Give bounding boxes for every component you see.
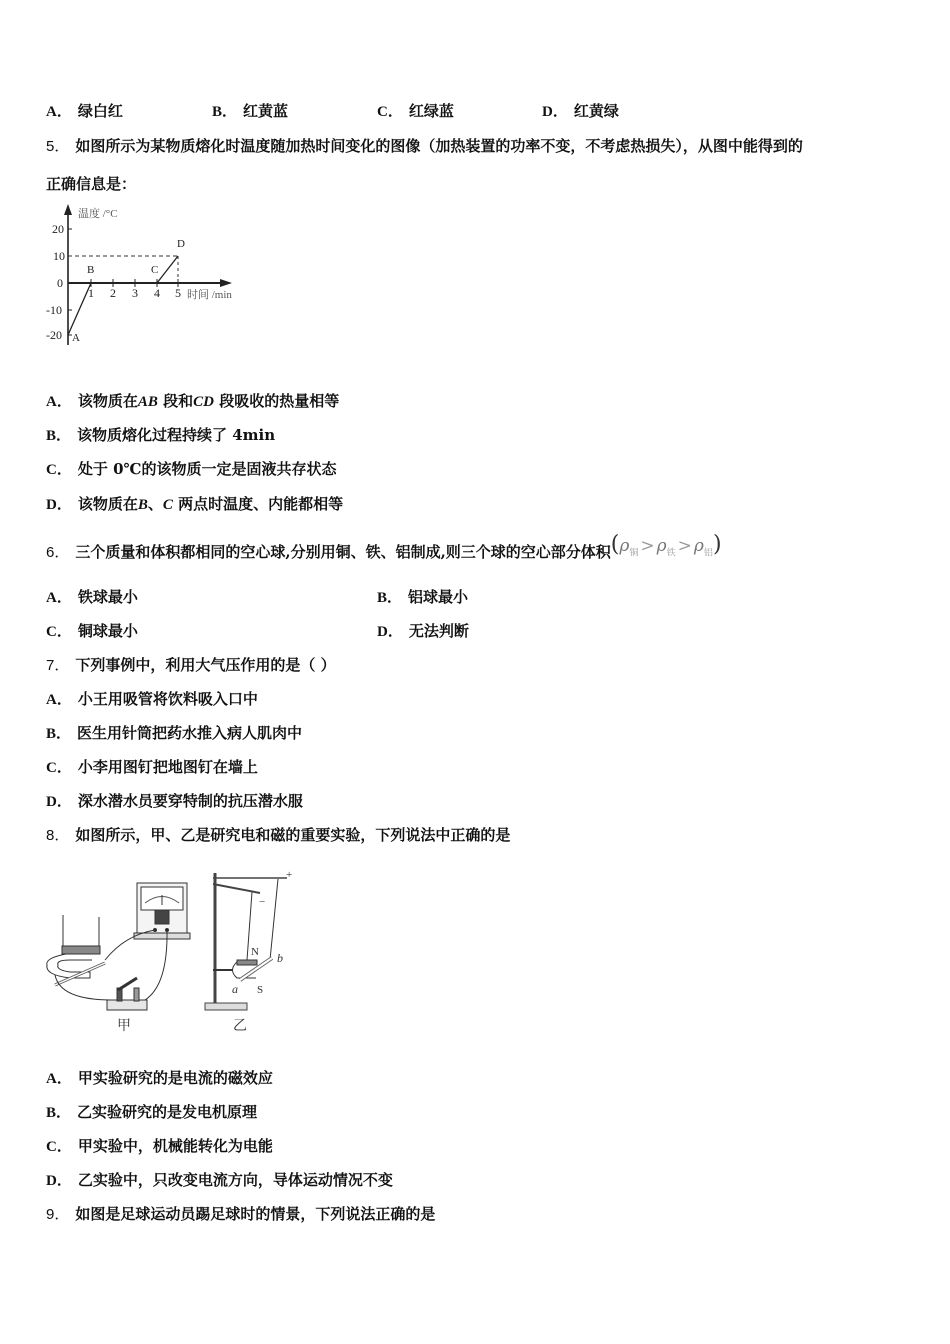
caption-jia: 甲: [117, 1019, 131, 1034]
switch-icon: [107, 978, 147, 1010]
point-c: C: [162, 497, 173, 513]
question-text: 下列事例中，利用大气压作用的是（ ）: [75, 656, 336, 674]
svg-text:A: A: [72, 332, 80, 344]
density-formula: $(\rho_铜 > \rho_铁 > \rho_铝)$: [610, 532, 722, 559]
x-axis-arrow-icon: [220, 279, 232, 287]
u-magnet-icon: [213, 958, 272, 980]
iron-stand-icon: [205, 873, 287, 1010]
option-text: 乙实验中，只改变电流方向，导体运动情况不变: [77, 1171, 393, 1189]
option-text: 铜球最小: [77, 622, 138, 640]
x-axis-label: 时间 /min: [187, 289, 232, 301]
q7-option-d: [46, 791, 303, 812]
svg-text:-10: -10: [46, 303, 62, 317]
option-text: 甲实验中，机械能转化为电能: [77, 1137, 273, 1155]
option-text: 段吸收的热量相等: [219, 392, 340, 410]
svg-text:2: 2: [110, 286, 116, 300]
option-text: 该物质熔化过程持续了 4min: [77, 426, 276, 444]
option-text: 乙实验研究的是发电机原理: [77, 1103, 258, 1121]
q5-option-d: [46, 494, 343, 515]
x-tick-labels: [88, 286, 181, 300]
svg-text:10: 10: [53, 249, 65, 263]
option-label: D．: [542, 104, 568, 120]
q6-stem: [46, 532, 722, 569]
q6-option-b: [377, 587, 468, 608]
option-text: 铝球最小: [408, 588, 469, 606]
q8-option-c: [46, 1136, 273, 1157]
svg-text:C: C: [151, 264, 159, 276]
y-axis-arrow-icon: [64, 204, 72, 215]
electromagnetism-experiments-figure: [40, 862, 320, 1037]
q8-option-d: [46, 1170, 393, 1191]
segment-ab: AB: [137, 394, 158, 410]
option-label: A．: [46, 394, 72, 410]
svg-text:B: B: [87, 264, 95, 276]
question-number: 5．: [46, 138, 70, 155]
option-text: 处于 0℃的该物质一定是固液共存状态: [77, 460, 337, 478]
option-label: C．: [377, 104, 403, 120]
option-label: D．: [46, 1173, 72, 1189]
galvanometer-icon: [134, 883, 190, 939]
option-text: 红绿蓝: [408, 102, 454, 120]
q8-stem: [46, 825, 510, 846]
option-text: 两点时温度、内能都相等: [178, 495, 344, 513]
option-label: B．: [212, 104, 238, 120]
svg-text:3: 3: [132, 286, 138, 300]
south-pole-label: S: [257, 984, 264, 996]
option-text: 医生用针筒把药水推入病人肌肉中: [77, 724, 303, 742]
svg-text:5: 5: [175, 286, 181, 300]
option-label: D．: [46, 794, 72, 810]
svg-text:-20: -20: [46, 328, 62, 342]
option-label: D．: [46, 497, 72, 513]
q9-stem: [46, 1204, 435, 1225]
svg-text:1: 1: [88, 286, 94, 300]
q6-option-a: [46, 587, 138, 608]
q7-stem: [46, 655, 336, 676]
option-text: 该物质在: [77, 392, 138, 410]
q7-option-a: [46, 689, 258, 710]
option-text: 小李用图钉把地图钉在墙上: [77, 758, 258, 776]
segment-cd: CD: [193, 394, 214, 410]
y-axis-label: 温度 /°C: [78, 208, 118, 220]
svg-text:D: D: [177, 238, 185, 250]
q5-option-c: [46, 459, 336, 480]
q5-option-a: [46, 391, 339, 412]
question-text: 如图所示为某物质熔化时温度随加热时间变化的图像（加热装置的功率不变，不考虑热损失），从图中能得到的: [75, 137, 803, 155]
question-text: 如图是足球运动员踢足球时的情景，下列说法正确的是: [75, 1205, 436, 1223]
q4-option-b: [212, 101, 288, 122]
q6-option-d: [377, 621, 469, 642]
north-pole-label: N: [251, 946, 259, 958]
point-a-label: a: [232, 982, 238, 996]
q5-option-b: [46, 425, 275, 446]
temperature-curve: [68, 256, 178, 335]
svg-text:0: 0: [57, 276, 63, 290]
caption-yi: 乙: [233, 1019, 247, 1034]
q4-option-c: [377, 101, 454, 122]
question-number: 8．: [46, 827, 70, 844]
horseshoe-magnet-icon: [47, 915, 105, 985]
option-label: A．: [46, 590, 72, 606]
q5-stem: [46, 136, 803, 157]
option-text: 无法判断: [408, 622, 469, 640]
option-label: B．: [46, 428, 72, 444]
svg-text:4: 4: [154, 286, 160, 300]
option-label: A．: [46, 1071, 72, 1087]
question-number: 9．: [46, 1206, 70, 1223]
option-label: D．: [377, 624, 403, 640]
option-text: 红黄蓝: [243, 102, 289, 120]
plus-label: +: [286, 869, 293, 881]
option-text: 小王用吸管将饮料吸入口中: [77, 690, 258, 708]
option-label: B．: [46, 1105, 72, 1121]
option-label: C．: [46, 1139, 72, 1155]
q8-option-a: [46, 1068, 273, 1089]
question-text: 如图所示，甲、乙是研究电和磁的重要实验，下列说法中正确的是: [75, 826, 511, 844]
question-text: 正确信息是：: [46, 175, 137, 193]
q7-option-b: [46, 723, 302, 744]
question-number: 6．: [46, 544, 70, 561]
option-label: A．: [46, 104, 72, 120]
q4-option-d: [542, 101, 619, 122]
point-b: B: [137, 497, 148, 513]
option-text: 深水潜水员要穿特制的抗压潜水服: [77, 792, 303, 810]
q8-option-b: [46, 1102, 257, 1123]
option-label: B．: [377, 590, 403, 606]
option-label: C．: [46, 624, 72, 640]
option-text: 甲实验研究的是电流的磁效应: [77, 1069, 273, 1087]
q7-option-c: [46, 757, 258, 778]
question-number: 7．: [46, 657, 70, 674]
q6-option-c: [46, 621, 138, 642]
option-text: 段和: [163, 392, 194, 410]
y-tick-labels: [46, 222, 65, 342]
option-text: 绿白红: [77, 102, 123, 120]
option-text: 、: [147, 495, 163, 513]
option-label: C．: [46, 760, 72, 776]
temperature-time-graph: [40, 200, 270, 350]
option-label: A．: [46, 692, 72, 708]
minus-label: −: [259, 896, 266, 908]
q5-stem-continued: [46, 174, 136, 194]
option-label: B．: [46, 726, 72, 742]
svg-text:20: 20: [52, 222, 64, 236]
question-text: 三个质量和体积都相同的空心球,分别用铜、铁、铝制成,则三个球的空心部分体积: [75, 543, 611, 561]
option-text: 该物质在: [77, 495, 138, 513]
point-b-label: b: [277, 951, 283, 965]
option-text: 红黄绿: [573, 102, 619, 120]
option-label: C．: [46, 462, 72, 478]
q4-option-a: [46, 101, 123, 122]
option-text: 铁球最小: [77, 588, 138, 606]
